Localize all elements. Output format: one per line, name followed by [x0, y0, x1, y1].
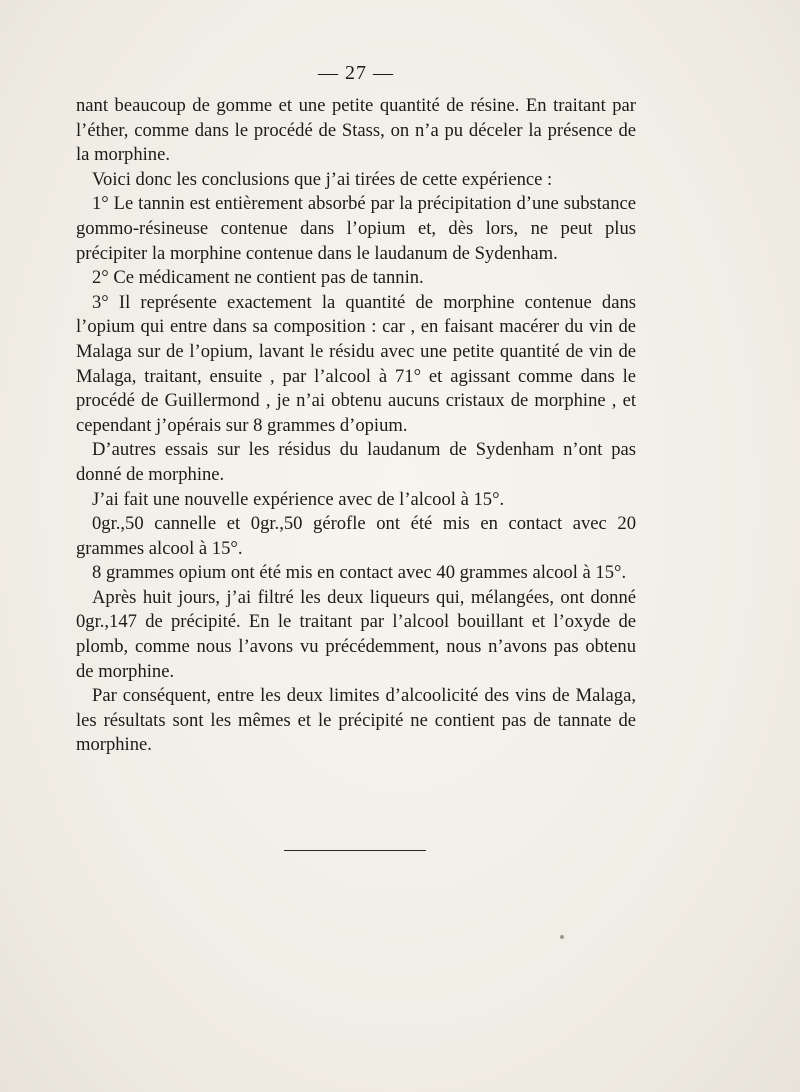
paragraph-3: 1° Le tannin est entièrement absorbé par la précipitation d’une substance gommo-résineuse contenue dans l’opium et, dès lors, ne peut plus précipiter la morphine contenue dans le laudanum de Sydenham.: [76, 193, 636, 264]
paragraph-1: nant beaucoup de gomme et une petite quantité de résine. En traitant par l’éther, comme dans le procédé de Stass, on n’a pu déceler la présence de la morphine.: [76, 95, 636, 166]
paragraph-8: 0gr.,50 cannelle et 0gr.,50 gérofle ont été mis en contact avec 20 grammes alcool à 15°.: [76, 513, 636, 559]
paragraph-7: J’ai fait une nouvelle expérience avec de l’alcool à 15°.: [92, 488, 505, 510]
paragraph-11: Par conséquent, entre les deux limites d’alcoolicité des vins de Malaga, les résultats sont les mêmes et le précipité ne contient pas de tannate de morphine.: [76, 685, 636, 756]
paragraph-4: 2° Ce médicament ne contient pas de tannin.: [92, 267, 424, 289]
paragraph-2: Voici donc les conclusions que j’ai tirées de cette expérience :: [92, 168, 553, 190]
page-number: — 27 —: [318, 62, 394, 84]
paragraph-9: 8 grammes opium ont été mis en contact avec 40 grammes alcool à 15°.: [92, 562, 627, 584]
paragraph-5: 3° Il représente exactement la quantité de morphine contenue dans l’opium qui entre dans sa composition : car , en faisant macérer du vin de Malaga sur de l’opium, lavant le résidu avec une petite quantité de vin de Malaga, traitant, ensuite , par l’alcool à 71° et agissant comme dans le procédé de Guillermond , je n’ai obtenu aucuns cristaux de morphine , et cependant j’opérais sur 8 grammes d’opium.: [76, 291, 636, 436]
body-text: [76, 94, 636, 758]
paragraph-10: Après huit jours, j’ai filtré les deux liqueurs qui, mélangées, ont donné 0gr.,147 de précipité. En le traitant par l’alcool bouillant et l’oxyde de plomb, comme nous l’avons vu précédemment, nous n’avons pas obtenu de morphine.: [76, 586, 636, 682]
closing-rule: [284, 850, 426, 851]
ink-spot: [560, 935, 564, 939]
paragraph-6: D’autres essais sur les résidus du laudanum de Sydenham n’ont pas donné de morphine.: [76, 439, 636, 485]
